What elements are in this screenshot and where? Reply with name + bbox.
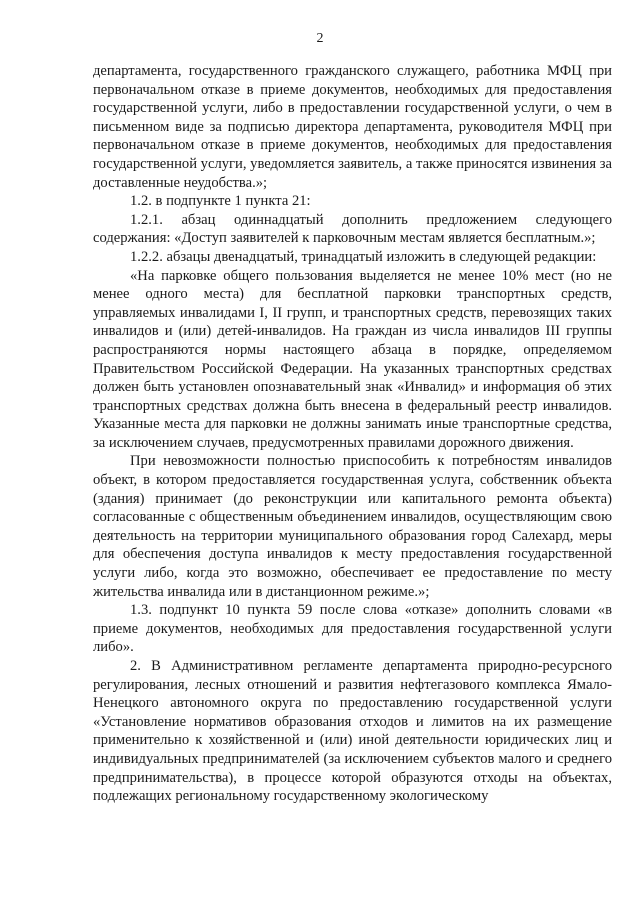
- paragraph-accessibility: При невозможности полностью приспособить к потребностям инвалидов объект, в котором предоставляется государственная услуга, собственник объекта (здания) принимает (до реконструкции или капитального ремонта объекта) согласованные с общественным объединением инвалидов, осуществляющим свою деятельность на территории муниципального образования город Салехард, меры для обеспечения доступа инвалидов к месту предоставления государственной услуги либо, когда это возможно, обеспечивает ее предоставление по месту жительства инвалида или в дистанционном режиме.»;: [93, 453, 612, 600]
- paragraph-item-1-2-1: 1.2.1. абзац одиннадцатый дополнить предложением следующего содержания: «Доступ заявителей к парковочным местам является бесплатным.»;: [93, 211, 612, 247]
- page-number: 2: [316, 31, 324, 46]
- paragraph-item-1-2-2: 1.2.2. абзацы двенадцатый, тринадцатый изложить в следующей редакции:: [130, 248, 597, 265]
- paragraph-continuation: департамента, государственного гражданского служащего, работника МФЦ при первоначальном отказе в приеме документов, необходимых для предоставления государственной услуги, либо в предоставлении государственной услуги, о чем в письменном виде за подписью директора департамента, руководителя МФЦ при первоначальном отказе в приеме документов, необходимых для предоставления государственной услуги, уведомляется заявитель, а также приносятся извинения за доставленные неудобства.»;: [93, 63, 612, 191]
- paragraph-item-1-2: 1.2. в подпункте 1 пункта 21:: [130, 193, 311, 210]
- document-body: [93, 62, 612, 806]
- paragraph-item-1-3: 1.3. подпункт 10 пункта 59 после слова «отказе» дополнить словами «в приеме документов, необходимых для предоставления государственной услуги либо».: [93, 602, 612, 656]
- paragraph-parking-quote: «На парковке общего пользования выделяется не менее 10% мест (но не менее одного места) для бесплатной парковки транспортных средств, управляемых инвалидами I, II групп, и транспортных средств, перевозящих таких инвалидов и (или) детей-инвалидов. На граждан из числа инвалидов III группы распространяются нормы настоящего абзаца в порядке, определяемом Правительством Российской Федерации. На указанных транспортных средствах должен быть установлен опознавательный знак «Инвалид» и информация об этих транспортных средствах должна быть внесена в федеральный реестр инвалидов. Указанные места для парковки не должны занимать иные транспортные средства, за исключением случаев, предусмотренных правилами дорожного движения.: [93, 267, 612, 451]
- paragraph-item-2: 2. В Административном регламенте департамента природно-ресурсного регулирования, лесных отношений и развития нефтегазового комплекса Ямало-Ненецкого автономного округа по предоставлению государственной услуги «Установление нормативов образования отходов и лимитов на их размещение применительно к хозяйственной и (или) иной деятельности юридических лиц и индивидуальных предпринимателей (за исключением субъектов малого и среднего предпринимательства), в процессе которой образуются отходы на объектах, подлежащих региональному государственному экологическому: [93, 658, 612, 805]
